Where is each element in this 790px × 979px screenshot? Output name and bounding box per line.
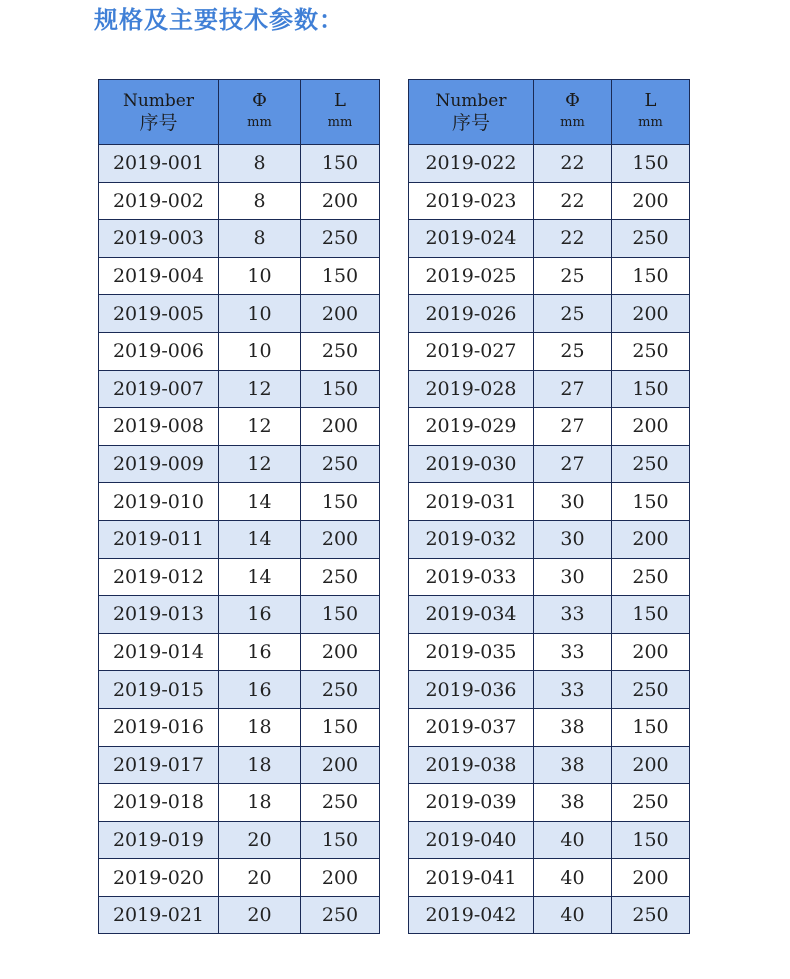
cell-l: 250 <box>301 445 380 483</box>
cell-l: 150 <box>612 483 690 521</box>
cell-phi: 16 <box>219 596 301 634</box>
cell-l: 150 <box>612 370 690 408</box>
table-row <box>99 445 380 483</box>
cell-number: 2019-011 <box>99 520 219 558</box>
cell-l: 150 <box>612 708 690 746</box>
cell-l: 150 <box>301 257 380 295</box>
cell-number: 2019-035 <box>409 633 534 671</box>
cell-phi: 20 <box>219 821 301 859</box>
cell-phi: 30 <box>534 520 612 558</box>
table-row <box>99 708 380 746</box>
header-number <box>99 80 219 145</box>
cell-number: 2019-012 <box>99 558 219 596</box>
cell-l: 250 <box>301 220 380 258</box>
table-row <box>99 596 380 634</box>
header-number-zh: 序号 <box>139 112 178 134</box>
table-header-row <box>99 80 380 145</box>
header-number-en: Number <box>122 91 194 111</box>
table-row <box>409 896 690 934</box>
table-row <box>409 859 690 897</box>
table-row <box>409 821 690 859</box>
cell-l: 200 <box>612 408 690 446</box>
cell-phi: 22 <box>534 182 612 220</box>
cell-number: 2019-026 <box>409 295 534 333</box>
cell-phi: 18 <box>219 784 301 822</box>
cell-phi: 18 <box>219 708 301 746</box>
cell-phi: 14 <box>219 520 301 558</box>
cell-phi: 16 <box>219 633 301 671</box>
cell-phi: 22 <box>534 220 612 258</box>
header-phi-symbol: Φ <box>252 90 267 111</box>
cell-phi: 30 <box>534 483 612 521</box>
cell-number: 2019-029 <box>409 408 534 446</box>
cell-phi: 10 <box>219 295 301 333</box>
cell-number: 2019-004 <box>99 257 219 295</box>
spec-table-left <box>98 79 380 934</box>
cell-number: 2019-010 <box>99 483 219 521</box>
table-row <box>409 633 690 671</box>
cell-l: 150 <box>612 145 690 183</box>
header-phi-unit: mm <box>560 115 585 130</box>
cell-phi: 8 <box>219 182 301 220</box>
cell-phi: 10 <box>219 257 301 295</box>
cell-phi: 12 <box>219 408 301 446</box>
cell-l: 200 <box>301 859 380 897</box>
table-row <box>409 558 690 596</box>
spec-table-right <box>408 79 690 934</box>
header-l-symbol: L <box>644 90 657 111</box>
cell-number: 2019-020 <box>99 859 219 897</box>
cell-number: 2019-002 <box>99 182 219 220</box>
cell-l: 150 <box>301 145 380 183</box>
cell-number: 2019-027 <box>409 332 534 370</box>
cell-phi: 14 <box>219 558 301 596</box>
cell-phi: 22 <box>534 145 612 183</box>
cell-number: 2019-001 <box>99 145 219 183</box>
cell-l: 150 <box>301 708 380 746</box>
cell-phi: 8 <box>219 145 301 183</box>
table-row <box>99 520 380 558</box>
table-row <box>409 257 690 295</box>
cell-phi: 33 <box>534 633 612 671</box>
table-header-row <box>409 80 690 145</box>
cell-l: 250 <box>612 220 690 258</box>
cell-l: 200 <box>301 408 380 446</box>
cell-l: 250 <box>612 671 690 709</box>
cell-number: 2019-019 <box>99 821 219 859</box>
cell-phi: 30 <box>534 558 612 596</box>
header-phi-unit: mm <box>247 115 272 130</box>
cell-phi: 40 <box>534 821 612 859</box>
table-row <box>409 445 690 483</box>
cell-l: 150 <box>301 370 380 408</box>
cell-l: 250 <box>301 896 380 934</box>
cell-phi: 20 <box>219 859 301 897</box>
header-phi-symbol: Φ <box>565 90 580 111</box>
cell-phi: 10 <box>219 332 301 370</box>
cell-number: 2019-033 <box>409 558 534 596</box>
cell-number: 2019-007 <box>99 370 219 408</box>
cell-phi: 38 <box>534 784 612 822</box>
cell-phi: 27 <box>534 408 612 446</box>
cell-l: 150 <box>301 596 380 634</box>
table-row <box>409 370 690 408</box>
page-title: 规格及主要技术参数： <box>94 6 344 34</box>
table-row <box>99 784 380 822</box>
table-row <box>99 257 380 295</box>
header-l-unit: mm <box>638 115 663 130</box>
table-row <box>409 708 690 746</box>
cell-l: 200 <box>612 520 690 558</box>
cell-phi: 20 <box>219 896 301 934</box>
cell-l: 200 <box>612 633 690 671</box>
table-row <box>99 896 380 934</box>
cell-number: 2019-022 <box>409 145 534 183</box>
cell-number: 2019-005 <box>99 295 219 333</box>
table-row <box>409 596 690 634</box>
cell-phi: 18 <box>219 746 301 784</box>
table-row <box>409 671 690 709</box>
cell-phi: 27 <box>534 370 612 408</box>
cell-number: 2019-021 <box>99 896 219 934</box>
header-l <box>612 80 690 145</box>
cell-l: 150 <box>612 821 690 859</box>
table-row <box>99 332 380 370</box>
cell-l: 150 <box>612 596 690 634</box>
header-l <box>301 80 380 145</box>
cell-phi: 38 <box>534 708 612 746</box>
cell-phi: 38 <box>534 746 612 784</box>
table-row <box>99 633 380 671</box>
cell-number: 2019-016 <box>99 708 219 746</box>
cell-number: 2019-036 <box>409 671 534 709</box>
table-row <box>409 408 690 446</box>
cell-number: 2019-024 <box>409 220 534 258</box>
table-row <box>409 520 690 558</box>
table-row <box>99 295 380 333</box>
table-row <box>409 784 690 822</box>
cell-number: 2019-030 <box>409 445 534 483</box>
table-row <box>409 332 690 370</box>
cell-number: 2019-018 <box>99 784 219 822</box>
cell-l: 200 <box>612 859 690 897</box>
cell-number: 2019-040 <box>409 821 534 859</box>
cell-l: 200 <box>612 295 690 333</box>
cell-phi: 27 <box>534 445 612 483</box>
cell-number: 2019-008 <box>99 408 219 446</box>
cell-phi: 25 <box>534 295 612 333</box>
table-row <box>409 220 690 258</box>
table-row <box>99 145 380 183</box>
cell-phi: 12 <box>219 445 301 483</box>
header-phi <box>219 80 301 145</box>
cell-l: 200 <box>301 295 380 333</box>
cell-number: 2019-009 <box>99 445 219 483</box>
cell-number: 2019-013 <box>99 596 219 634</box>
cell-number: 2019-017 <box>99 746 219 784</box>
cell-phi: 33 <box>534 596 612 634</box>
cell-l: 250 <box>301 671 380 709</box>
table-row <box>99 182 380 220</box>
table-row <box>409 182 690 220</box>
cell-phi: 40 <box>534 859 612 897</box>
cell-l: 250 <box>301 332 380 370</box>
cell-l: 200 <box>301 633 380 671</box>
cell-number: 2019-034 <box>409 596 534 634</box>
table-row <box>409 145 690 183</box>
cell-l: 150 <box>301 821 380 859</box>
table-row <box>409 483 690 521</box>
header-phi <box>534 80 612 145</box>
cell-l: 150 <box>612 257 690 295</box>
cell-l: 200 <box>301 746 380 784</box>
table-row <box>99 483 380 521</box>
cell-number: 2019-025 <box>409 257 534 295</box>
table-row <box>99 671 380 709</box>
cell-number: 2019-041 <box>409 859 534 897</box>
table-row <box>99 220 380 258</box>
cell-l: 250 <box>612 896 690 934</box>
table-row <box>409 295 690 333</box>
table-row <box>409 746 690 784</box>
cell-phi: 33 <box>534 671 612 709</box>
header-number-zh: 序号 <box>451 112 490 134</box>
cell-phi: 8 <box>219 220 301 258</box>
cell-l: 250 <box>612 558 690 596</box>
cell-phi: 14 <box>219 483 301 521</box>
header-number <box>409 80 534 145</box>
cell-l: 200 <box>612 746 690 784</box>
table-row <box>99 746 380 784</box>
cell-number: 2019-006 <box>99 332 219 370</box>
table-row <box>99 821 380 859</box>
table-row <box>99 558 380 596</box>
table-row <box>99 370 380 408</box>
cell-number: 2019-038 <box>409 746 534 784</box>
cell-l: 200 <box>612 182 690 220</box>
cell-number: 2019-023 <box>409 182 534 220</box>
table-row <box>99 408 380 446</box>
cell-phi: 25 <box>534 257 612 295</box>
cell-l: 250 <box>301 784 380 822</box>
cell-l: 250 <box>301 558 380 596</box>
cell-number: 2019-039 <box>409 784 534 822</box>
cell-number: 2019-015 <box>99 671 219 709</box>
header-number-en: Number <box>435 91 507 111</box>
cell-l: 250 <box>612 784 690 822</box>
cell-number: 2019-028 <box>409 370 534 408</box>
cell-number: 2019-037 <box>409 708 534 746</box>
cell-phi: 12 <box>219 370 301 408</box>
cell-number: 2019-032 <box>409 520 534 558</box>
cell-l: 200 <box>301 182 380 220</box>
cell-phi: 16 <box>219 671 301 709</box>
cell-number: 2019-042 <box>409 896 534 934</box>
cell-phi: 40 <box>534 896 612 934</box>
header-l-symbol: L <box>334 90 346 111</box>
table-row <box>99 859 380 897</box>
cell-phi: 25 <box>534 332 612 370</box>
cell-l: 150 <box>301 483 380 521</box>
header-l-unit: mm <box>327 115 353 130</box>
cell-number: 2019-031 <box>409 483 534 521</box>
spec-table-left-body <box>99 145 380 934</box>
cell-number: 2019-014 <box>99 633 219 671</box>
cell-number: 2019-003 <box>99 220 219 258</box>
cell-l: 250 <box>612 332 690 370</box>
spec-table-right-body <box>409 145 690 934</box>
cell-l: 250 <box>612 445 690 483</box>
cell-l: 200 <box>301 520 380 558</box>
